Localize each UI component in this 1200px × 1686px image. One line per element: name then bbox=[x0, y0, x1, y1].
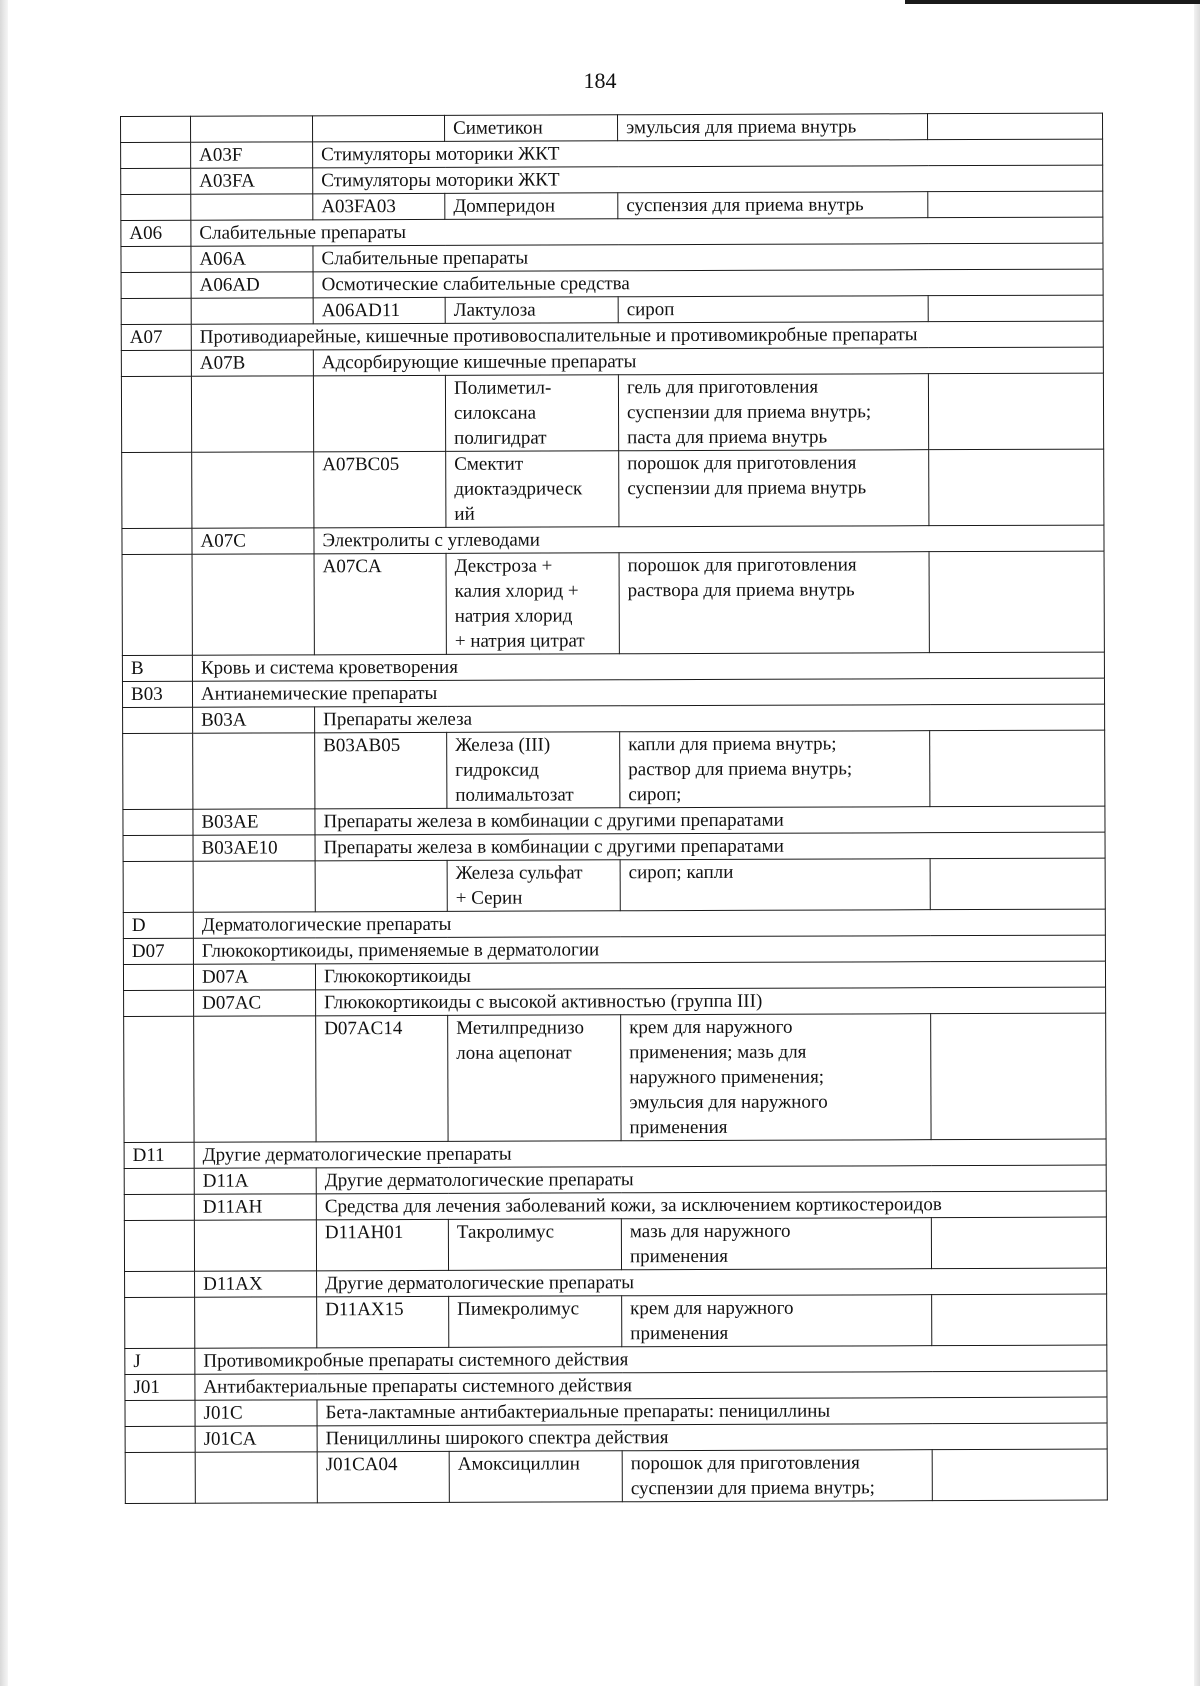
atc-code: B03AE10 bbox=[193, 835, 315, 861]
category-label: Другие дерматологические препараты bbox=[194, 1139, 1106, 1168]
empty-cell bbox=[194, 1220, 316, 1271]
empty-cell bbox=[191, 116, 313, 142]
atc-code: D07A bbox=[193, 964, 315, 990]
category-label: Дерматологические препараты bbox=[193, 909, 1105, 938]
atc-code: A06AD11 bbox=[313, 297, 445, 323]
empty-cell bbox=[121, 194, 191, 220]
category-row bbox=[125, 1371, 1107, 1400]
empty-cell bbox=[931, 1013, 1106, 1140]
drug-name: Полиметил- силоксана полигидрат bbox=[445, 375, 618, 452]
empty-cell bbox=[193, 861, 315, 912]
medication-row bbox=[122, 449, 1104, 528]
drug-name: Лактулоза bbox=[445, 297, 618, 324]
empty-cell bbox=[123, 707, 193, 733]
empty-cell bbox=[121, 116, 191, 142]
dosage-form: порошок для приготовления раствора для приема внутрь bbox=[619, 552, 929, 654]
category-label: Глюкокортикоиды bbox=[315, 961, 1105, 990]
empty-cell bbox=[192, 554, 314, 655]
empty-cell bbox=[121, 298, 191, 324]
atc-code: A07 bbox=[121, 324, 191, 350]
atc-code: J01CA04 bbox=[317, 1451, 449, 1502]
category-row bbox=[122, 525, 1104, 554]
atc-code bbox=[315, 860, 447, 911]
empty-cell bbox=[194, 1016, 316, 1142]
drug-name: Железа сульфат + Серин bbox=[447, 860, 620, 912]
empty-cell bbox=[121, 376, 191, 452]
category-label: Бета-лактамные антибактериальные препараты: пенициллины bbox=[317, 1397, 1107, 1426]
category-row bbox=[123, 832, 1105, 861]
empty-cell bbox=[192, 452, 314, 528]
empty-cell bbox=[123, 835, 193, 861]
medication-row bbox=[124, 1013, 1106, 1142]
category-row bbox=[123, 961, 1105, 990]
atc-code: D11AX bbox=[195, 1271, 317, 1297]
dosage-form: порошок для приготовления суспензии для приема внутрь bbox=[619, 450, 929, 527]
category-label: Антибактериальные препараты системного действия bbox=[195, 1371, 1107, 1400]
dosage-form: порошок для приготовления суспензии для приема внутрь; bbox=[622, 1450, 932, 1502]
category-label: Другие дерматологические препараты bbox=[316, 1165, 1106, 1194]
category-row bbox=[123, 806, 1105, 835]
category-row bbox=[121, 269, 1103, 298]
empty-cell bbox=[929, 449, 1104, 526]
category-row bbox=[124, 1191, 1106, 1220]
dosage-form: крем для наружного применения; мазь для наружного применения; эмульсия для наружного применения bbox=[621, 1014, 931, 1141]
atc-code: A07BC05 bbox=[314, 451, 446, 527]
empty-cell bbox=[195, 1297, 317, 1348]
medication-row bbox=[125, 1294, 1107, 1348]
empty-cell bbox=[928, 295, 1103, 322]
atc-code: B03AB05 bbox=[315, 732, 447, 808]
category-label: Противодиарейные, кишечные противовоспалительные и противомикробные препараты bbox=[191, 321, 1103, 350]
atc-code: J01 bbox=[125, 1374, 195, 1400]
empty-cell bbox=[931, 1217, 1106, 1269]
category-label: Средства для лечения заболеваний кожи, за исключением кортикостероидов bbox=[316, 1191, 1106, 1220]
empty-cell bbox=[123, 733, 193, 809]
drug-name: Пимекролимус bbox=[449, 1296, 622, 1348]
atc-code: A03F bbox=[191, 142, 313, 168]
empty-cell bbox=[191, 376, 313, 452]
medication-row bbox=[123, 858, 1105, 912]
drug-name: Амоксициллин bbox=[449, 1451, 622, 1503]
category-label: Слабительные препараты bbox=[313, 243, 1103, 272]
empty-cell bbox=[195, 1452, 317, 1503]
page-number: 184 bbox=[583, 68, 617, 93]
atc-code: D bbox=[123, 912, 193, 938]
category-row bbox=[123, 704, 1105, 733]
empty-cell bbox=[122, 528, 192, 554]
atc-code: A07C bbox=[192, 528, 314, 554]
atc-code: D11 bbox=[124, 1142, 194, 1168]
category-label: Препараты железа bbox=[315, 704, 1105, 733]
empty-cell bbox=[124, 1194, 194, 1220]
empty-cell bbox=[191, 298, 313, 324]
atc-code bbox=[313, 375, 445, 451]
empty-cell bbox=[121, 272, 191, 298]
category-row bbox=[125, 1423, 1107, 1452]
empty-cell bbox=[121, 142, 191, 168]
scan-edge-left bbox=[0, 0, 8, 1686]
category-label: Кровь и система кроветворения bbox=[192, 652, 1104, 681]
empty-cell bbox=[124, 1016, 194, 1142]
category-row bbox=[125, 1397, 1107, 1426]
category-label: Пенициллины широкого спектра действия bbox=[317, 1423, 1107, 1452]
document-sheet bbox=[120, 113, 1107, 1504]
empty-cell bbox=[121, 246, 191, 272]
category-label: Антианемические препараты bbox=[192, 678, 1104, 707]
category-row bbox=[122, 652, 1104, 681]
atc-code: A07CA bbox=[314, 553, 446, 654]
dosage-form: мазь для наружного применения bbox=[621, 1218, 931, 1270]
empty-cell bbox=[927, 113, 1102, 140]
dosage-form: сироп bbox=[618, 296, 928, 323]
atc-code: J01C bbox=[195, 1400, 317, 1426]
dosage-form: суспензия для приема внутрь bbox=[618, 192, 928, 219]
atc-code: D11AH01 bbox=[316, 1219, 448, 1270]
category-row bbox=[121, 139, 1103, 168]
medication-row bbox=[124, 1217, 1106, 1271]
category-row bbox=[124, 987, 1106, 1016]
drug-name: Смектит диоктаэдрическ ий bbox=[446, 451, 619, 528]
empty-cell bbox=[124, 1220, 194, 1271]
category-row bbox=[124, 1139, 1106, 1168]
medication-row bbox=[125, 1449, 1107, 1503]
category-row bbox=[121, 321, 1103, 350]
empty-cell bbox=[193, 733, 315, 809]
drug-name: Метилпреднизо лона ацепонат bbox=[448, 1015, 621, 1142]
atc-code: A06 bbox=[121, 220, 191, 246]
empty-cell bbox=[123, 861, 193, 912]
category-row bbox=[123, 935, 1105, 964]
medication-row bbox=[121, 113, 1103, 142]
dosage-form: эмульсия для приема внутрь bbox=[617, 114, 927, 141]
empty-cell bbox=[121, 168, 191, 194]
empty-cell bbox=[121, 350, 191, 376]
empty-cell bbox=[125, 1426, 195, 1452]
atc-code: B03AE bbox=[193, 809, 315, 835]
category-label: Стимуляторы моторики ЖКТ bbox=[313, 165, 1103, 194]
atc-code: D07 bbox=[123, 938, 193, 964]
category-label: Осмотические слабительные средства bbox=[313, 269, 1103, 298]
atc-code: J bbox=[125, 1348, 195, 1374]
medication-table-body bbox=[121, 113, 1108, 1503]
category-row bbox=[121, 243, 1103, 272]
empty-cell bbox=[122, 452, 192, 528]
category-row bbox=[124, 1165, 1106, 1194]
category-row bbox=[121, 347, 1103, 376]
atc-code: A06A bbox=[191, 246, 313, 272]
empty-cell bbox=[932, 1449, 1107, 1501]
empty-cell bbox=[125, 1400, 195, 1426]
empty-cell bbox=[930, 730, 1105, 807]
drug-name: Железа (III) гидроксид полимальтозат bbox=[447, 732, 620, 809]
category-row bbox=[123, 909, 1105, 938]
category-label: Адсорбирующие кишечные препараты bbox=[313, 347, 1103, 376]
empty-cell bbox=[929, 551, 1104, 653]
empty-cell bbox=[123, 964, 193, 990]
empty-cell bbox=[125, 1271, 195, 1297]
medication-row bbox=[121, 191, 1103, 220]
atc-code: B03 bbox=[122, 681, 192, 707]
empty-cell bbox=[124, 990, 194, 1016]
scan-edge-right bbox=[1194, 0, 1200, 1686]
category-label: Другие дерматологические препараты bbox=[317, 1268, 1107, 1297]
empty-cell bbox=[928, 373, 1103, 450]
dosage-form: крем для наружного применения bbox=[622, 1295, 932, 1347]
top-rule bbox=[905, 0, 1200, 4]
empty-cell bbox=[125, 1297, 195, 1348]
atc-code: J01CA bbox=[195, 1426, 317, 1452]
atc-code: D11A bbox=[194, 1168, 316, 1194]
drug-name: Домперидон bbox=[445, 193, 618, 220]
atc-code: B03A bbox=[193, 707, 315, 733]
category-row bbox=[125, 1268, 1107, 1297]
dosage-form: капли для приема внутрь; раствор для приема внутрь; сироп; bbox=[620, 731, 930, 808]
atc-code: A07B bbox=[191, 350, 313, 376]
empty-cell bbox=[930, 858, 1105, 910]
empty-cell bbox=[191, 194, 313, 220]
atc-code: D07AC14 bbox=[316, 1015, 448, 1141]
drug-name: Такролимус bbox=[448, 1219, 621, 1271]
medication-row bbox=[122, 551, 1104, 655]
drug-name: Декстроза + калия хлорид + натрия хлорид + натрия цитрат bbox=[446, 553, 619, 655]
empty-cell bbox=[932, 1294, 1107, 1346]
category-row bbox=[122, 678, 1104, 707]
category-label: Слабительные препараты bbox=[191, 217, 1103, 246]
atc-code: B bbox=[122, 655, 192, 681]
category-label: Противомикробные препараты системного действия bbox=[195, 1345, 1107, 1374]
category-label: Глюкокортикоиды с высокой активностью (группа III) bbox=[316, 987, 1106, 1016]
atc-code: A03FA bbox=[191, 168, 313, 194]
dosage-form: гель для приготовления суспензии для приема внутрь; паста для приема внутрь bbox=[618, 374, 928, 451]
category-row bbox=[121, 217, 1103, 246]
atc-code: D11AH bbox=[194, 1194, 316, 1220]
medication-row bbox=[121, 295, 1103, 324]
category-label: Стимуляторы моторики ЖКТ bbox=[313, 139, 1103, 168]
atc-code: D07AC bbox=[194, 990, 316, 1016]
empty-cell bbox=[125, 1452, 195, 1503]
medication-row bbox=[121, 373, 1103, 452]
empty-cell bbox=[123, 809, 193, 835]
category-label: Глюкокортикоиды, применяемые в дерматологии bbox=[193, 935, 1105, 964]
category-row bbox=[121, 165, 1103, 194]
empty-cell bbox=[124, 1168, 194, 1194]
drug-name: Симетикон bbox=[444, 115, 617, 142]
dosage-form: сироп; капли bbox=[620, 859, 930, 911]
category-label: Электролиты с углеводами bbox=[314, 525, 1104, 554]
empty-cell bbox=[122, 554, 192, 655]
medication-table bbox=[120, 113, 1108, 1504]
atc-code: A03FA03 bbox=[313, 193, 445, 219]
category-row bbox=[125, 1345, 1107, 1374]
category-label: Препараты железа в комбинации с другими препаратами bbox=[315, 832, 1105, 861]
atc-code: A06AD bbox=[191, 272, 313, 298]
medication-row bbox=[123, 730, 1105, 809]
empty-cell bbox=[928, 191, 1103, 218]
category-label: Препараты железа в комбинации с другими препаратами bbox=[315, 806, 1105, 835]
atc-code bbox=[313, 115, 445, 141]
atc-code: D11AX15 bbox=[317, 1296, 449, 1347]
